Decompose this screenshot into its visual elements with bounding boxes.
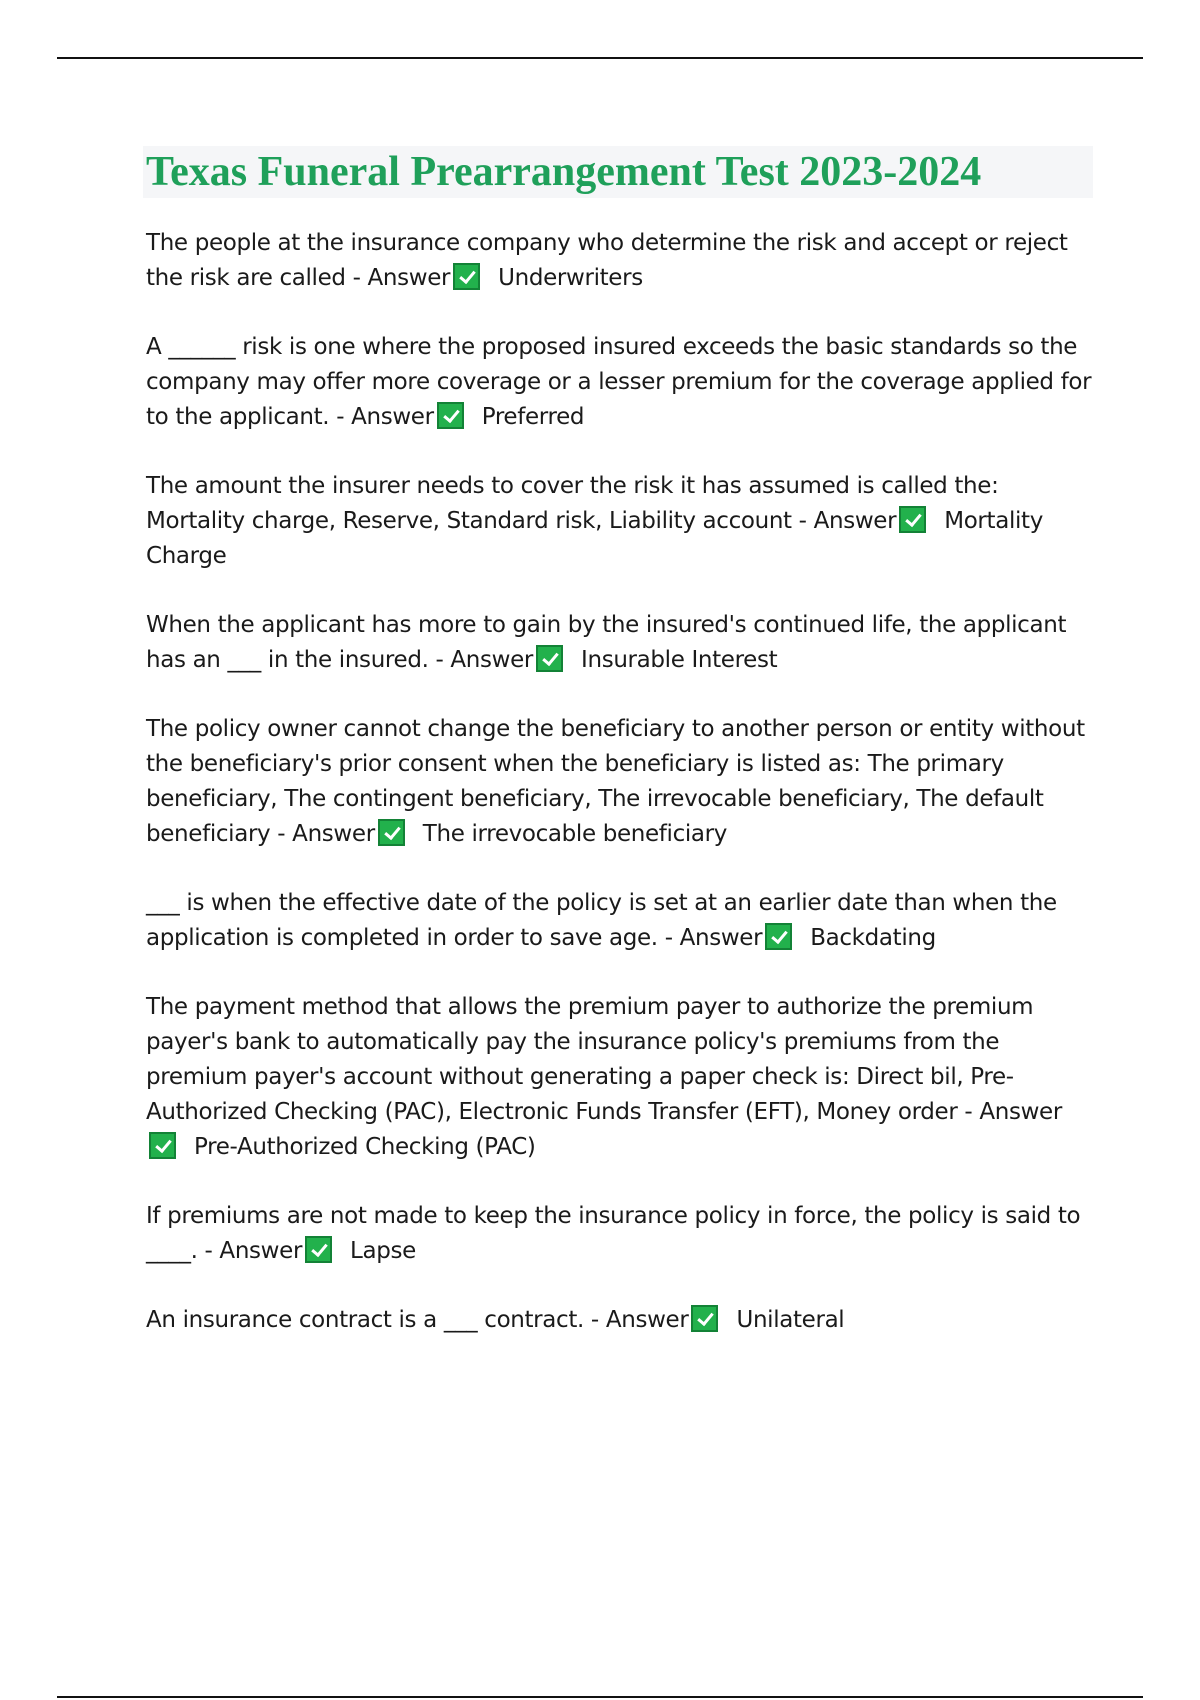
qa-item <box>146 1199 1101 1269</box>
question-text: When the applicant has more to gain by the insured's continued life, the applicant has an ___ in the insured. - Answer <box>146 612 1067 673</box>
check-icon <box>536 645 563 672</box>
document-title: Texas Funeral Prearrangement Test 2023-2024 <box>146 149 982 195</box>
qa-item <box>146 608 1101 678</box>
answer-text: Underwriters <box>498 265 643 291</box>
question-text: If premiums are not made to keep the insurance policy in force, the policy is said to ____. - Answer <box>146 1203 1081 1264</box>
qa-item <box>146 469 1101 574</box>
answer-text: Pre-Authorized Checking (PAC) <box>194 1134 536 1160</box>
qa-item <box>146 990 1101 1165</box>
qa-item <box>146 886 1101 956</box>
check-icon <box>899 506 926 533</box>
answer-text: Unilateral <box>736 1307 845 1333</box>
question-text: The people at the insurance company who determine the risk and accept or reject the risk are called - Answer <box>146 230 1068 291</box>
header-rule <box>57 57 1143 59</box>
qa-item <box>146 330 1101 435</box>
answer-text: Backdating <box>810 925 936 951</box>
answer-text: Insurable Interest <box>581 647 778 673</box>
footer-rule <box>57 1696 1143 1698</box>
question-text: The policy owner cannot change the beneficiary to another person or entity without the beneficiary's prior consent when the beneficiary is listed as: The primary beneficiary, The contingent beneficiary, The irrevocable beneficiary, The default beneficiary - Answer <box>146 716 1085 847</box>
answer-text: Mortality Charge <box>146 508 1043 569</box>
answer-text: The irrevocable beneficiary <box>422 821 728 847</box>
check-icon <box>453 263 480 290</box>
answer-text: Preferred <box>481 404 585 430</box>
check-icon <box>149 1132 176 1159</box>
answer-text: Lapse <box>350 1238 416 1264</box>
check-icon <box>691 1305 718 1332</box>
question-text: An insurance contract is a ___ contract. - Answer <box>146 1307 689 1333</box>
question-text: The payment method that allows the premium payer to authorize the premium payer's bank to automatically pay the insurance policy's premiums from the premium payer's account without generating a paper check is: Direct bil, Pre-Authorized Checking (PAC), Electronic Funds Transfer (EFT), Money order - Answer <box>146 994 1062 1125</box>
qa-item <box>146 712 1101 852</box>
question-text: The amount the insurer needs to cover the risk it has assumed is called the: Mortality charge, Reserve, Standard risk, Liability account - Answer <box>146 473 999 534</box>
check-icon <box>437 402 464 429</box>
check-icon <box>378 819 405 846</box>
qa-item <box>146 1303 1101 1338</box>
question-text: ___ is when the effective date of the policy is set at an earlier date than when the application is completed in order to save age. - Answer <box>146 890 1057 951</box>
check-icon <box>305 1236 332 1263</box>
check-icon <box>765 923 792 950</box>
question-text: A ______ risk is one where the proposed insured exceeds the basic standards so the company may offer more coverage or a lesser premium for the coverage applied for to the applicant. - Answer <box>146 334 1092 430</box>
qa-item <box>146 226 1101 296</box>
qa-list <box>146 226 1101 1372</box>
